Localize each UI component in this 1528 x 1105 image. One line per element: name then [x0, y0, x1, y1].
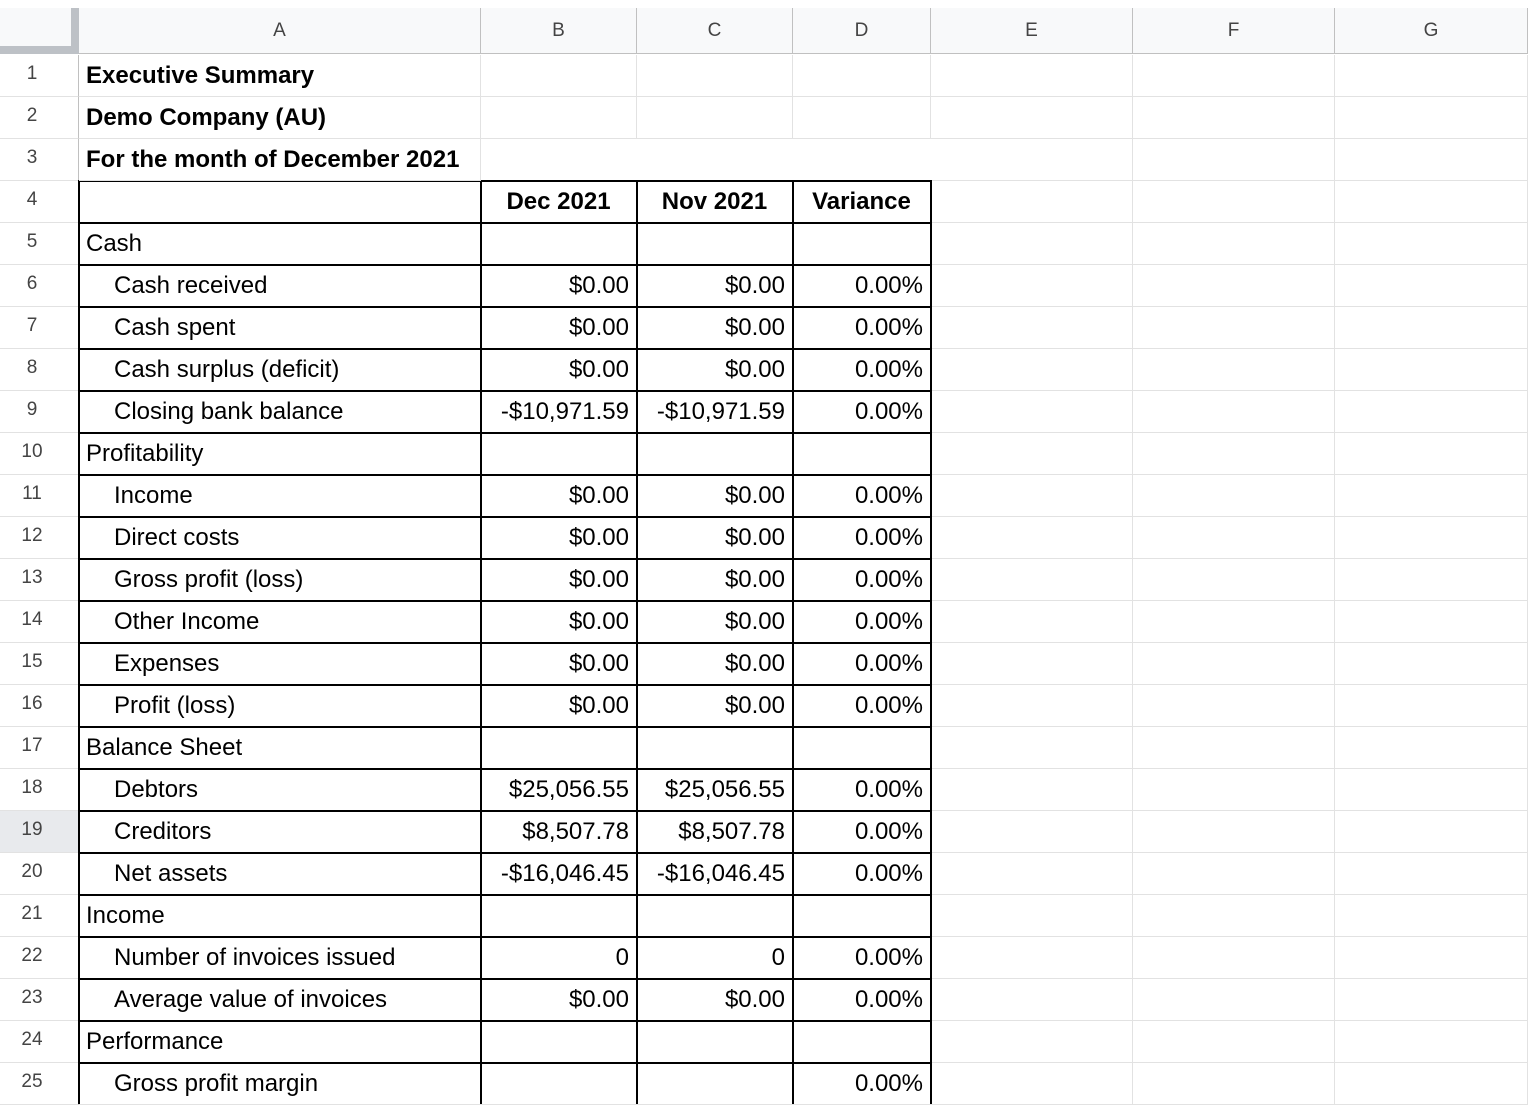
table-border-h	[79, 432, 931, 434]
cell-d6[interactable]: 0.00%	[793, 265, 931, 307]
cell-a23[interactable]: Average value of invoices	[79, 979, 481, 1021]
cell-c19[interactable]: $8,507.78	[637, 811, 793, 853]
table-border-v	[78, 180, 80, 1104]
row-header-12[interactable]: 12	[0, 517, 79, 559]
cell-f19[interactable]	[1133, 811, 1335, 853]
cell-f15[interactable]	[1133, 643, 1335, 685]
cell-c10[interactable]	[637, 433, 793, 475]
cell-d3[interactable]	[793, 139, 931, 181]
cell-g17[interactable]	[1335, 727, 1528, 769]
cell-d18[interactable]: 0.00%	[793, 769, 931, 811]
cell-a7[interactable]: Cash spent	[79, 307, 481, 349]
cell-b21[interactable]	[481, 895, 637, 937]
cell-a25[interactable]: Gross profit margin	[79, 1063, 481, 1105]
row-header-22[interactable]: 22	[0, 937, 79, 979]
cell-c11[interactable]: $0.00	[637, 475, 793, 517]
cell-c5[interactable]	[637, 223, 793, 265]
cell-f7[interactable]	[1133, 307, 1335, 349]
cell-c18[interactable]: $25,056.55	[637, 769, 793, 811]
cell-d19[interactable]: 0.00%	[793, 811, 931, 853]
cell-b3[interactable]	[481, 139, 637, 181]
cell-f18[interactable]	[1133, 769, 1335, 811]
cell-d13[interactable]: 0.00%	[793, 559, 931, 601]
table-border-h	[79, 1020, 931, 1022]
cell-a3[interactable]: For the month of December 2021	[79, 139, 481, 181]
cell-f5[interactable]	[1133, 223, 1335, 265]
row-header-6[interactable]: 6	[0, 265, 79, 307]
row-header-24[interactable]: 24	[0, 1021, 79, 1063]
cell-d5[interactable]	[793, 223, 931, 265]
cell-d7[interactable]: 0.00%	[793, 307, 931, 349]
cell-d25[interactable]: 0.00%	[793, 1063, 931, 1105]
cell-a8[interactable]: Cash surplus (deficit)	[79, 349, 481, 391]
cell-g15[interactable]	[1335, 643, 1528, 685]
cell-e16[interactable]	[931, 685, 1133, 727]
row-header-18[interactable]: 18	[0, 769, 79, 811]
row-header-25[interactable]: 25	[0, 1063, 79, 1105]
cell-g3[interactable]	[1335, 139, 1528, 181]
table-border-h	[79, 516, 931, 518]
cell-f16[interactable]	[1133, 685, 1335, 727]
cell-d15[interactable]: 0.00%	[793, 643, 931, 685]
row-header-20[interactable]: 20	[0, 853, 79, 895]
cell-e6[interactable]	[931, 265, 1133, 307]
cell-g4[interactable]	[1335, 181, 1528, 223]
cell-e10[interactable]	[931, 433, 1133, 475]
table-border-h	[79, 768, 931, 770]
cell-c22[interactable]: 0	[637, 937, 793, 979]
cell-a24[interactable]: Performance	[79, 1021, 481, 1063]
cell-e20[interactable]	[931, 853, 1133, 895]
cell-e2[interactable]	[931, 97, 1133, 139]
cell-b5[interactable]	[481, 223, 637, 265]
cell-f6[interactable]	[1133, 265, 1335, 307]
cell-g5[interactable]	[1335, 223, 1528, 265]
cell-a13[interactable]: Gross profit (loss)	[79, 559, 481, 601]
cell-a6[interactable]: Cash received	[79, 265, 481, 307]
table-border-v	[930, 180, 932, 1104]
cell-f20[interactable]	[1133, 853, 1335, 895]
row-header-9[interactable]: 9	[0, 391, 79, 433]
cell-d8[interactable]: 0.00%	[793, 349, 931, 391]
cell-g20[interactable]	[1335, 853, 1528, 895]
cell-e24[interactable]	[931, 1021, 1133, 1063]
cell-d10[interactable]	[793, 433, 931, 475]
table-border-h	[79, 852, 931, 854]
cell-c15[interactable]: $0.00	[637, 643, 793, 685]
cell-f11[interactable]	[1133, 475, 1335, 517]
table-border-h	[79, 348, 931, 350]
cell-a2[interactable]: Demo Company (AU)	[79, 97, 481, 139]
column-header-g[interactable]: G	[1335, 8, 1528, 54]
row-header-2[interactable]: 2	[0, 97, 79, 139]
cell-e23[interactable]	[931, 979, 1133, 1021]
cell-g11[interactable]	[1335, 475, 1528, 517]
table-border-h	[79, 978, 931, 980]
table-border-h	[79, 222, 931, 224]
cell-e25[interactable]	[931, 1063, 1133, 1105]
column-header-e[interactable]: E	[931, 8, 1133, 54]
cell-a1[interactable]: Executive Summary	[79, 55, 481, 97]
column-header-a[interactable]: A	[79, 8, 481, 54]
cell-f23[interactable]	[1133, 979, 1335, 1021]
table-border-h	[79, 474, 931, 476]
table-border-v	[480, 180, 482, 1104]
cell-e11[interactable]	[931, 475, 1133, 517]
cell-f10[interactable]	[1133, 433, 1335, 475]
cell-e12[interactable]	[931, 517, 1133, 559]
cell-d16[interactable]: 0.00%	[793, 685, 931, 727]
cell-b15[interactable]: $0.00	[481, 643, 637, 685]
row-header-19[interactable]: 19	[0, 811, 79, 853]
cell-b24[interactable]	[481, 1021, 637, 1063]
cell-e13[interactable]	[931, 559, 1133, 601]
cell-g10[interactable]	[1335, 433, 1528, 475]
cell-d11[interactable]: 0.00%	[793, 475, 931, 517]
cell-g13[interactable]	[1335, 559, 1528, 601]
cell-c9[interactable]: -$10,971.59	[637, 391, 793, 433]
cell-e8[interactable]	[931, 349, 1133, 391]
cell-e14[interactable]	[931, 601, 1133, 643]
cell-b16[interactable]: $0.00	[481, 685, 637, 727]
cell-e7[interactable]	[931, 307, 1133, 349]
cell-a14[interactable]: Other Income	[79, 601, 481, 643]
cell-f8[interactable]	[1133, 349, 1335, 391]
cell-g7[interactable]	[1335, 307, 1528, 349]
cell-f1[interactable]	[1133, 55, 1335, 97]
row-header-10[interactable]: 10	[0, 433, 79, 475]
cell-b13[interactable]: $0.00	[481, 559, 637, 601]
table-border-h	[79, 936, 931, 938]
cell-e3[interactable]	[931, 139, 1133, 181]
row-header-4[interactable]: 4	[0, 181, 79, 223]
cell-c4[interactable]: Nov 2021	[637, 181, 793, 223]
row-header-8[interactable]: 8	[0, 349, 79, 391]
table-border-h	[79, 894, 931, 896]
cell-e18[interactable]	[931, 769, 1133, 811]
cell-b6[interactable]: $0.00	[481, 265, 637, 307]
cell-e9[interactable]	[931, 391, 1133, 433]
row-header-13[interactable]: 13	[0, 559, 79, 601]
cell-b12[interactable]: $0.00	[481, 517, 637, 559]
cell-f9[interactable]	[1133, 391, 1335, 433]
cell-g6[interactable]	[1335, 265, 1528, 307]
table-border-h	[79, 264, 931, 266]
cell-f13[interactable]	[1133, 559, 1335, 601]
cell-b14[interactable]: $0.00	[481, 601, 637, 643]
cell-a10[interactable]: Profitability	[79, 433, 481, 475]
cell-b18[interactable]: $25,056.55	[481, 769, 637, 811]
cell-e1[interactable]	[931, 55, 1133, 97]
cell-b4[interactable]: Dec 2021	[481, 181, 637, 223]
cell-c13[interactable]: $0.00	[637, 559, 793, 601]
cell-d9[interactable]: 0.00%	[793, 391, 931, 433]
row-header-5[interactable]: 5	[0, 223, 79, 265]
column-header-c[interactable]: C	[637, 8, 793, 54]
cell-e17[interactable]	[931, 727, 1133, 769]
cell-c20[interactable]: -$16,046.45	[637, 853, 793, 895]
freeze-row-handle[interactable]	[0, 46, 79, 54]
cell-g12[interactable]	[1335, 517, 1528, 559]
row-header-17[interactable]: 17	[0, 727, 79, 769]
cell-a4[interactable]	[79, 181, 481, 223]
cell-e19[interactable]	[931, 811, 1133, 853]
cell-a20[interactable]: Net assets	[79, 853, 481, 895]
cell-d17[interactable]	[793, 727, 931, 769]
cell-g23[interactable]	[1335, 979, 1528, 1021]
cell-b17[interactable]	[481, 727, 637, 769]
cell-c23[interactable]: $0.00	[637, 979, 793, 1021]
table-border-h	[79, 1062, 931, 1064]
row-header-3[interactable]: 3	[0, 139, 79, 181]
cell-c8[interactable]: $0.00	[637, 349, 793, 391]
cell-d22[interactable]: 0.00%	[793, 937, 931, 979]
cell-g21[interactable]	[1335, 895, 1528, 937]
cell-g14[interactable]	[1335, 601, 1528, 643]
cell-b22[interactable]: 0	[481, 937, 637, 979]
cell-f17[interactable]	[1133, 727, 1335, 769]
cell-a16[interactable]: Profit (loss)	[79, 685, 481, 727]
cell-d20[interactable]: 0.00%	[793, 853, 931, 895]
cell-b11[interactable]: $0.00	[481, 475, 637, 517]
cell-c24[interactable]	[637, 1021, 793, 1063]
cell-c14[interactable]: $0.00	[637, 601, 793, 643]
cell-f22[interactable]	[1133, 937, 1335, 979]
table-border-h	[79, 642, 931, 644]
cell-b1[interactable]	[481, 55, 637, 97]
cell-e21[interactable]	[931, 895, 1133, 937]
table-border-h	[79, 306, 931, 308]
cell-f14[interactable]	[1133, 601, 1335, 643]
column-header-b[interactable]: B	[481, 8, 637, 54]
cell-g18[interactable]	[1335, 769, 1528, 811]
cell-a22[interactable]: Number of invoices issued	[79, 937, 481, 979]
row-header-16[interactable]: 16	[0, 685, 79, 727]
table-border-v	[636, 180, 638, 1104]
cell-e5[interactable]	[931, 223, 1133, 265]
cell-b23[interactable]: $0.00	[481, 979, 637, 1021]
row-header-1[interactable]: 1	[0, 55, 79, 97]
cell-b20[interactable]: -$16,046.45	[481, 853, 637, 895]
cell-b25[interactable]	[481, 1063, 637, 1105]
cell-d12[interactable]: 0.00%	[793, 517, 931, 559]
cell-e15[interactable]	[931, 643, 1133, 685]
cell-b9[interactable]: -$10,971.59	[481, 391, 637, 433]
cell-f25[interactable]	[1133, 1063, 1335, 1105]
cell-g2[interactable]	[1335, 97, 1528, 139]
cell-e4[interactable]	[931, 181, 1133, 223]
cell-c12[interactable]: $0.00	[637, 517, 793, 559]
cell-a12[interactable]: Direct costs	[79, 517, 481, 559]
cell-g1[interactable]	[1335, 55, 1528, 97]
cell-c3[interactable]	[637, 139, 793, 181]
cell-g19[interactable]	[1335, 811, 1528, 853]
cell-b7[interactable]: $0.00	[481, 307, 637, 349]
cell-b10[interactable]	[481, 433, 637, 475]
cell-f4[interactable]	[1133, 181, 1335, 223]
row-header-14[interactable]: 14	[0, 601, 79, 643]
cell-d1[interactable]	[793, 55, 931, 97]
table-border-h	[79, 558, 931, 560]
cell-f2[interactable]	[1133, 97, 1335, 139]
row-header-15[interactable]: 15	[0, 643, 79, 685]
cell-f24[interactable]	[1133, 1021, 1335, 1063]
row-header-7[interactable]: 7	[0, 307, 79, 349]
cell-a19[interactable]: Creditors	[79, 811, 481, 853]
cell-d24[interactable]	[793, 1021, 931, 1063]
cell-g24[interactable]	[1335, 1021, 1528, 1063]
cell-c25[interactable]	[637, 1063, 793, 1105]
cell-c6[interactable]: $0.00	[637, 265, 793, 307]
row-header-11[interactable]: 11	[0, 475, 79, 517]
table-border-h	[79, 726, 931, 728]
cell-c7[interactable]: $0.00	[637, 307, 793, 349]
table-border-h	[79, 600, 931, 602]
cell-a21[interactable]: Income	[79, 895, 481, 937]
cell-a15[interactable]: Expenses	[79, 643, 481, 685]
table-border-h	[79, 684, 931, 686]
cell-c1[interactable]	[637, 55, 793, 97]
cell-e22[interactable]	[931, 937, 1133, 979]
cell-b8[interactable]: $0.00	[481, 349, 637, 391]
cell-f21[interactable]	[1133, 895, 1335, 937]
cell-d14[interactable]: 0.00%	[793, 601, 931, 643]
table-border-h	[79, 390, 931, 392]
table-border-h	[79, 810, 931, 812]
column-header-f[interactable]: F	[1133, 8, 1335, 54]
column-header-d[interactable]: D	[793, 8, 931, 54]
cell-g9[interactable]	[1335, 391, 1528, 433]
cell-a11[interactable]: Income	[79, 475, 481, 517]
cell-d23[interactable]: 0.00%	[793, 979, 931, 1021]
cell-c17[interactable]	[637, 727, 793, 769]
row-header-23[interactable]: 23	[0, 979, 79, 1021]
cell-g16[interactable]	[1335, 685, 1528, 727]
cell-d21[interactable]	[793, 895, 931, 937]
cell-a9[interactable]: Closing bank balance	[79, 391, 481, 433]
cell-g22[interactable]	[1335, 937, 1528, 979]
row-header-21[interactable]: 21	[0, 895, 79, 937]
cell-d2[interactable]	[793, 97, 931, 139]
cell-a18[interactable]: Debtors	[79, 769, 481, 811]
cell-b19[interactable]: $8,507.78	[481, 811, 637, 853]
cell-c2[interactable]	[637, 97, 793, 139]
cell-f12[interactable]	[1133, 517, 1335, 559]
cell-a17[interactable]: Balance Sheet	[79, 727, 481, 769]
cell-c21[interactable]	[637, 895, 793, 937]
cell-f3[interactable]	[1133, 139, 1335, 181]
cell-g8[interactable]	[1335, 349, 1528, 391]
cell-b2[interactable]	[481, 97, 637, 139]
table-border-v	[792, 180, 794, 1104]
cell-a5[interactable]: Cash	[79, 223, 481, 265]
cell-d4[interactable]: Variance	[793, 181, 931, 223]
cell-g25[interactable]	[1335, 1063, 1528, 1105]
cell-c16[interactable]: $0.00	[637, 685, 793, 727]
